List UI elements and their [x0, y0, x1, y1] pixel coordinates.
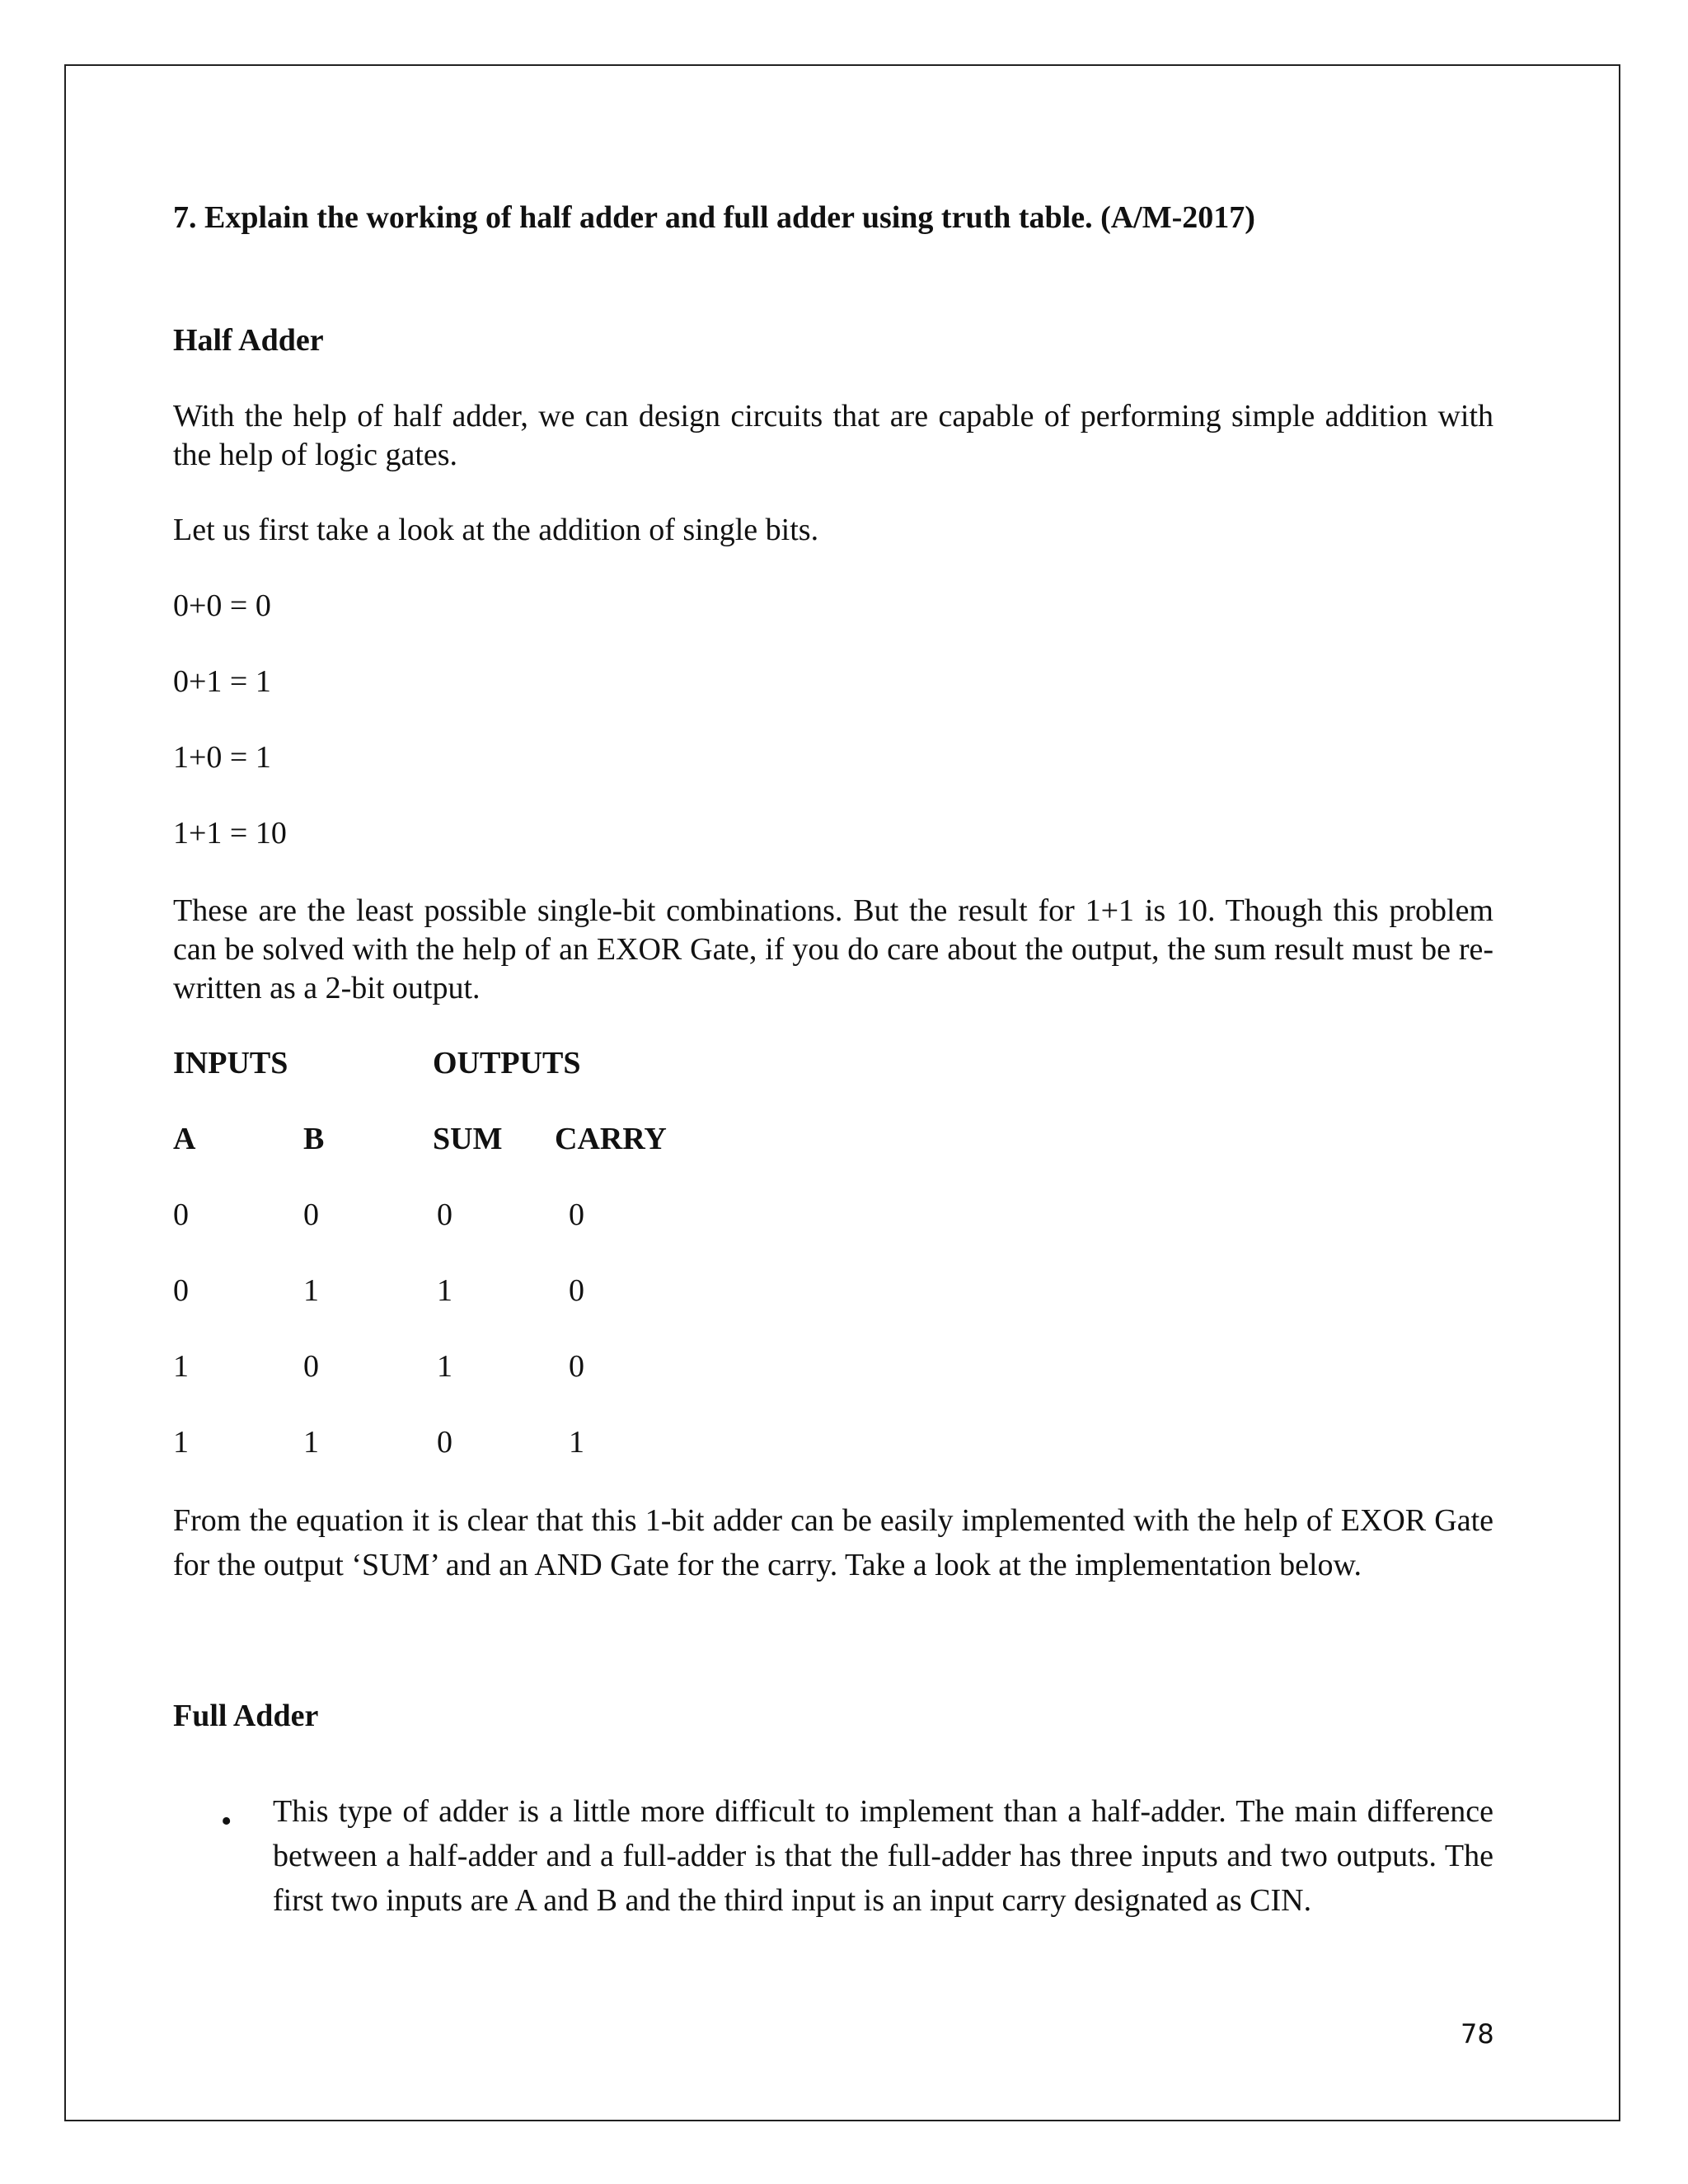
table-column-header: A — [173, 1122, 196, 1156]
table-cell: 0 — [569, 1349, 584, 1384]
table-cell: 1 — [173, 1349, 189, 1384]
single-bit-lead: Let us first take a look at the addition of single bits. — [173, 513, 819, 547]
half-adder-heading: Half Adder — [173, 323, 324, 358]
table-cell: 1 — [569, 1425, 584, 1460]
half-adder-explanation: These are the least possible single-bit combinations. But the result for 1+1 is 10. Though this problem can be solved with the help of an EXOR Gate, if you do care about the output, the sum result must be re-written as a 2-bit output. — [173, 893, 1493, 1005]
table-column-header: SUM — [433, 1122, 503, 1156]
table-cell: 0 — [303, 1349, 319, 1384]
table-cell: 1 — [303, 1273, 319, 1308]
question-heading: 7. Explain the working of half adder and full adder using truth table. (A/M-2017) — [173, 200, 1255, 235]
table-cell: 0 — [569, 1197, 584, 1232]
equation-line: 1+1 = 10 — [173, 816, 287, 851]
table-cell: 0 — [173, 1273, 189, 1308]
bullet-icon: • — [221, 1804, 232, 1839]
table-cell: 1 — [437, 1349, 452, 1384]
table-cell: 1 — [437, 1273, 452, 1308]
equation-line: 1+0 = 1 — [173, 740, 271, 775]
table-cell: 0 — [437, 1197, 452, 1232]
equation-line: 0+0 = 0 — [173, 588, 271, 623]
table-cell: 1 — [173, 1425, 189, 1460]
table-cell: 1 — [303, 1425, 319, 1460]
full-adder-heading: Full Adder — [173, 1699, 319, 1733]
table-cell: 0 — [173, 1197, 189, 1232]
table-column-header: B — [303, 1122, 325, 1156]
table-cell: 0 — [437, 1425, 452, 1460]
table-cell: 0 — [303, 1197, 319, 1232]
table-cell: 0 — [569, 1273, 584, 1308]
half-adder-intro: With the help of half adder, we can design circuits that are capable of performing simple addition with the help of logic gates. — [173, 399, 1493, 472]
list-item: This type of adder is a little more difficult to implement than a half-adder. The main difference between a half-adder and a full-adder is that the full-adder has three inputs and two outputs. The first two inputs are A and B and the third input is an input carry designated as CIN. — [273, 1794, 1493, 1918]
table-group-header: OUTPUTS — [433, 1046, 581, 1080]
table-group-header: INPUTS — [173, 1046, 288, 1080]
page-number: 78 — [1461, 2018, 1494, 2050]
equation-line: 0+1 = 1 — [173, 664, 271, 699]
table-column-header: CARRY — [555, 1122, 667, 1156]
half-adder-conclusion: From the equation it is clear that this 1-bit adder can be easily implemented with the help of EXOR Gate for the output ‘SUM’ and an AND Gate for the carry. Take a look at the implementation below. — [173, 1503, 1493, 1582]
